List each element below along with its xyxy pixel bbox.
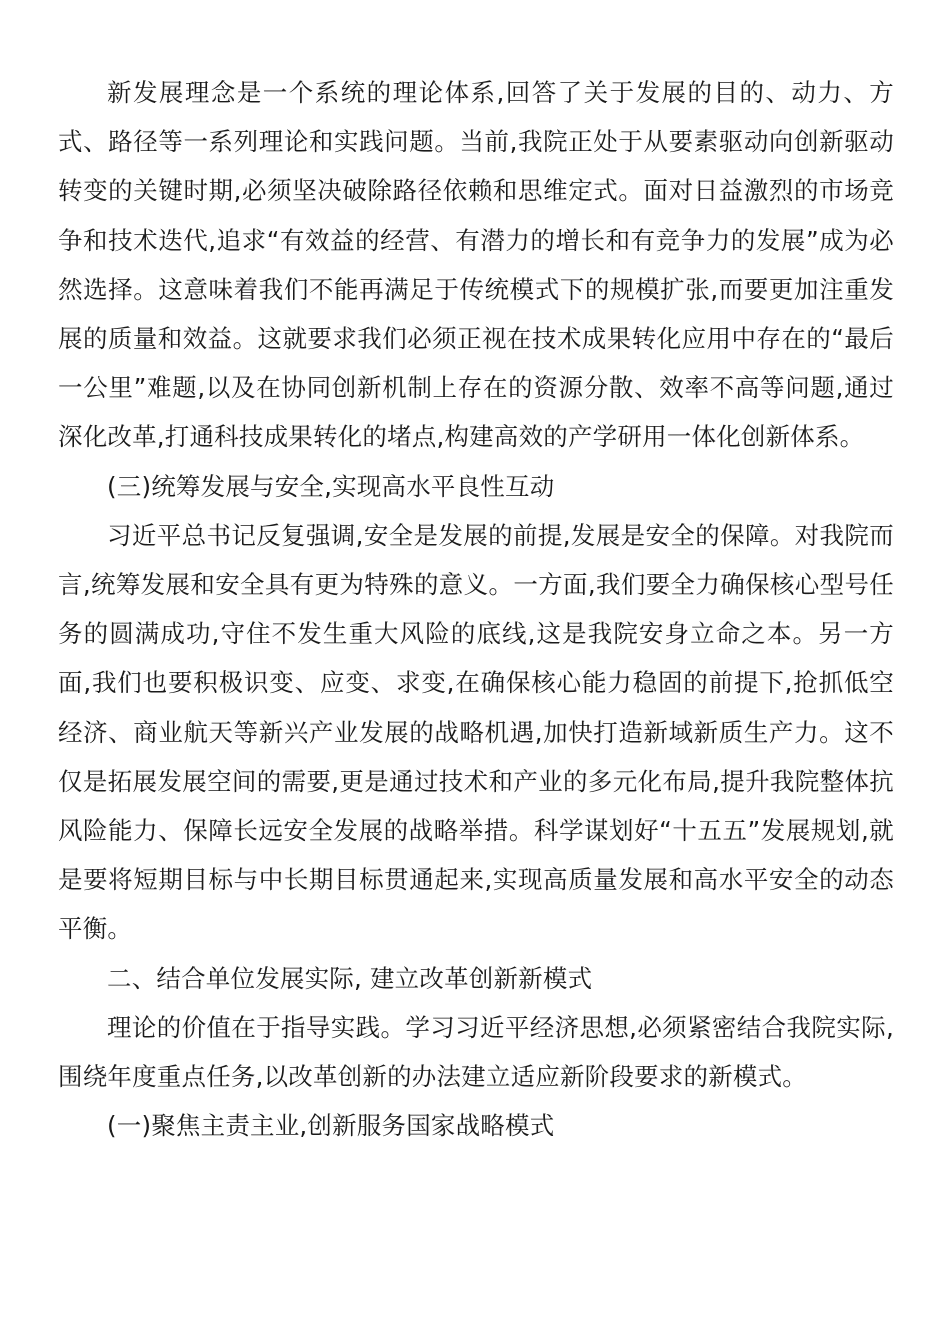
subheading-core-business: (一)聚焦主责主业,创新服务国家战略模式 [107, 1111, 555, 1141]
paragraph-development-philosophy: 新发展理念是一个系统的理论体系,回答了关于发展的目的、动力、方式、路径等一系列理论和实践问题。当前,我院正处于从要素驱动向创新驱动转变的关键时期,必须坚决破除路径依赖和思维定式。面对日益激烈的市场竞争和技术迭代,追求“有效益的经营、有潜力的增长和有竞争力的发展”成为必然选择。这意味着我们不能再满足于传统模式下的规模扩张,而要更加注重发展的质量和效益。这就要求我们必须正视在技术成果转化应用中存在的“最后一公里”难题,以及在协同创新机制上存在的资源分散、效率不高等问题,通过深化改革,打通科技成果转化的堵点,构建高效的产学研用一体化创新体系。 [58, 78, 894, 452]
document-page [58, 68, 894, 1150]
paragraph-theory-practice: 理论的价值在于指导实践。学习习近平经济思想,必须紧密结合我院实际,围绕年度重点任务,以改革创新的办法建立适应新阶段要求的新模式。 [58, 1012, 894, 1092]
subheading-development-and-security: (三)统筹发展与安全,实现高水平良性互动 [107, 471, 555, 501]
paragraph-development-and-security: 习近平总书记反复强调,安全是发展的前提,发展是安全的保障。对我院而言,统筹发展和安全具有更为特殊的意义。一方面,我们要全力确保核心型号任务的圆满成功,守住不发生重大风险的底线,这是我院安身立命之本。另一方面,我们也要积极识变、应变、求变,在确保核心能力稳固的前提下,抢抓低空经济、商业航天等新兴产业发展的战略机遇,加快打造新域新质生产力。这不仅是拓展发展空间的需要,更是通过技术和产业的多元化布局,提升我院整体抗风险能力、保障长远安全发展的战略举措。科学谋划好“十五五”发展规划,就是要将短期目标与中长期目标贯通起来,实现高质量发展和高水平安全的动态平衡。 [58, 520, 894, 944]
section-heading-reform-innovation: 二、结合单位发展实际, 建立改革创新新模式 [107, 963, 593, 993]
